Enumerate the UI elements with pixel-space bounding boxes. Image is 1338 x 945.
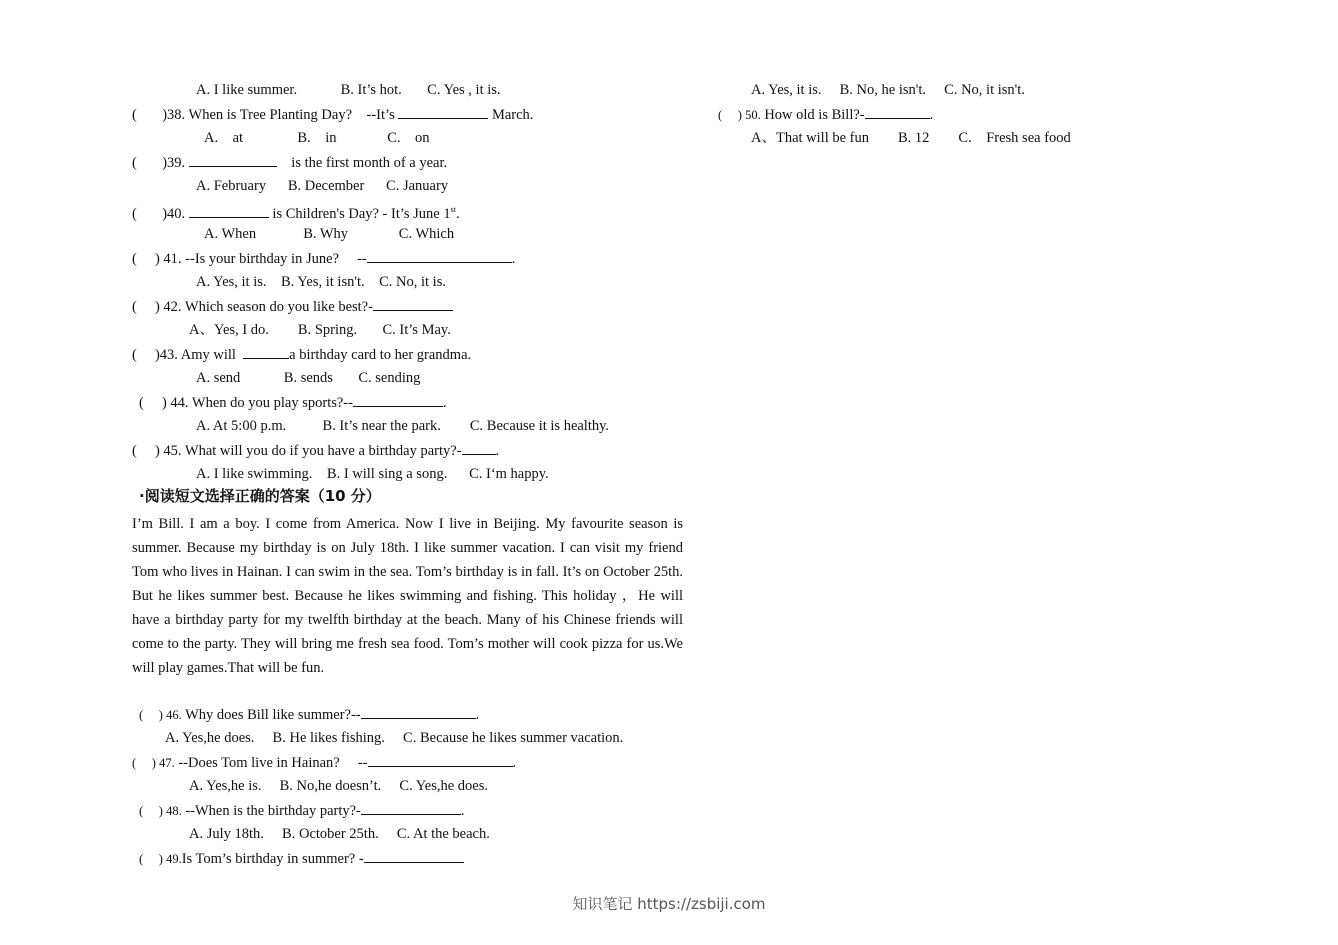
reading-passage: I’m Bill. I am a boy. I come from America. Now I live in Beijing. My favourite season is summer. Because my birthday is on July 18th. I like summer vacation. I can visit my friend Tom who lives in Hainan. I can swim in the sea. Tom’s birthday is in fall. It’s on October 25th. But he likes summer best. Because he likes swimming and fishing. This holiday ，He will have a birthday party for my twelfth birthday at the beach. Many of his Chinese friends will come to the party. They will bring me fresh sea food. Tom’s mother will cook pizza for us.We will play games.That will be fun. [132,516,683,676]
q46: ( ) 46. Why does Bill like summer?-- . [139,707,480,723]
q42-options: A、Yes, I do. B. Spring. C. It’s May. [189,322,451,338]
q49-options: A. Yes, it is. B. No, he isn't. C. No, it isn't. [751,82,1025,98]
section-heading: ·阅读短文选择正确的答案（10 分） [139,487,381,505]
q44: ( ) 44. When do you play sports?-- . [139,395,447,411]
q41-options: A. Yes, it is. B. Yes, it isn't. C. No, it is. [196,274,446,290]
q40-options: A. When B. Why C. Which [204,226,455,242]
footer-watermark: 知识笔记 https://zsbiji.com [572,895,766,913]
q41: ( ) 41. --Is your birthday in June? -- . [132,251,516,267]
q37-options: A. I like summer. B. It’s hot. C. Yes , it is. [196,82,501,98]
q43: ( )43. Amy will a birthday card to her grandma. [132,347,472,363]
q40: ( )40. is Children's Day? - It’s June 1st. [132,205,460,222]
q38-options: A. at B. in C. on [204,130,430,146]
q47-options: A. Yes,he is. B. No,he doesn’t. C. Yes,he does. [189,778,489,794]
q50: ( ) 50. How old is Bill?- . [718,107,934,123]
q38: ( )38. When is Tree Planting Day? --It’s March. [132,107,534,123]
q46-options: A. Yes,he does. B. He likes fishing. C. Because he likes summer vacation. [165,730,624,746]
q50-options: A、That will be fun B. 12 C. Fresh sea food [751,130,1071,146]
q44-options: A. At 5:00 p.m. B. It’s near the park. C. Because it is healthy. [196,418,610,434]
q45-options: A. I like swimming. B. I will sing a song. C. I‘m happy. [196,466,549,482]
q43-options: A. send B. sends C. sending [196,370,421,386]
q48: ( ) 48. --When is the birthday party?- . [139,803,465,819]
q48-options: A. July 18th. B. October 25th. C. At the beach. [189,826,490,842]
q39: ( )39. is the first month of a year. [132,155,448,171]
q49: ( ) 49.Is Tom’s birthday in summer? - [139,849,464,868]
q42: ( ) 42. Which season do you like best?- [132,297,453,316]
q47: ( ) 47. --Does Tom live in Hainan? -- . [132,755,517,771]
q39-options: A. February B. December C. January [196,178,449,194]
q45: ( ) 45. What will you do if you have a birthday party?- . [132,443,500,459]
